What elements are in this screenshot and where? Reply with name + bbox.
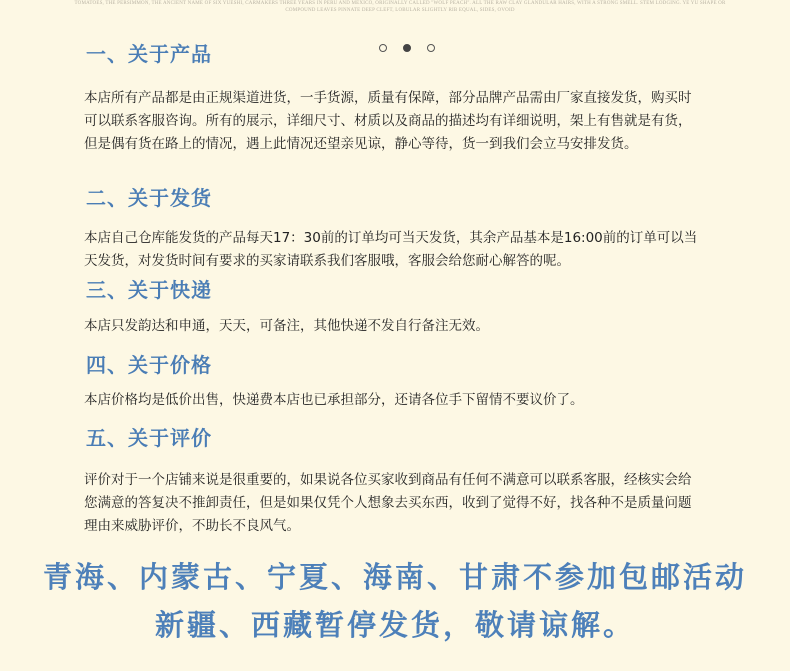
- carousel-indicator: [379, 44, 435, 52]
- carousel-dot[interactable]: [427, 44, 435, 52]
- section-title-products: 一、关于产品: [86, 42, 212, 66]
- section-body-shipping: 本店自己仓库能发货的产品每天17：30前的订单均可当天发货，其余产品基本是16:00前的订单可以当天发货，对发货时间有要求的买家请联系我们客服哦，客服会给您耐心解答的呢。: [84, 230, 698, 269]
- section-title-shipping: 二、关于发货: [86, 186, 212, 210]
- section-body-courier: 本店只发韵达和申通，天天，可备注，其他快递不发自行备注无效。: [84, 318, 489, 334]
- section-body-review: 评价对于一个店铺来说是很重要的，如果说各位买家收到商品有任何不满意可以联系客服，经核实会给您满意的答复决不推卸责任，但是如果仅凭个人想象去买东西，收到了觉得不好，找各种不是质量问题理由来威胁评价，不助长不良风气。: [84, 472, 692, 534]
- section-title-courier: 三、关于快递: [86, 278, 212, 302]
- section-title-price: 四、关于价格: [86, 353, 212, 377]
- carousel-dot-active[interactable]: [403, 44, 411, 52]
- carousel-dot[interactable]: [379, 44, 387, 52]
- shipping-notice-line-1: 青海、内蒙古、宁夏、海南、甘肃不参加包邮活动: [42, 560, 747, 594]
- shipping-notice-line-2: 新疆、西藏暂停发货，敬请谅解。: [154, 608, 635, 642]
- header-decorative-text: TOMATOES, THE PERSIMMON, THE ANCIENT NAME OF SIX YUESHI, CARMAKERS THREE YEARS IN PERU AND MEXICO, ORIGINALLY CALLED "WOLF PEACH". ALL THE RAW CLAY GLANDULAR HAIRS, WITH A STRONG SMELL. STEM LODGING. YE YU SHAPE OR COMPOUND LEAVES PINNATE DEEP CLEFT, LOBULAR SLIGHTLY RIB EQUAL, SIDES, OVOID: [74, 1, 726, 13]
- section-title-review: 五、关于评价: [86, 426, 212, 450]
- section-body-products: 本店所有产品都是由正规渠道进货，一手货源，质量有保障，部分品牌产品需由厂家直接发货，购买时可以联系客服咨询。所有的展示，详细尺寸、材质以及商品的描述均有详细说明，架上有售就是有货，但是偶有货在路上的情况，遇上此情况还望亲见谅，静心等待，货一到我们会立马安排发货。: [84, 90, 692, 152]
- section-body-price: 本店价格均是低价出售，快递费本店也已承担部分，还请各位手下留情不要议价了。: [84, 392, 584, 408]
